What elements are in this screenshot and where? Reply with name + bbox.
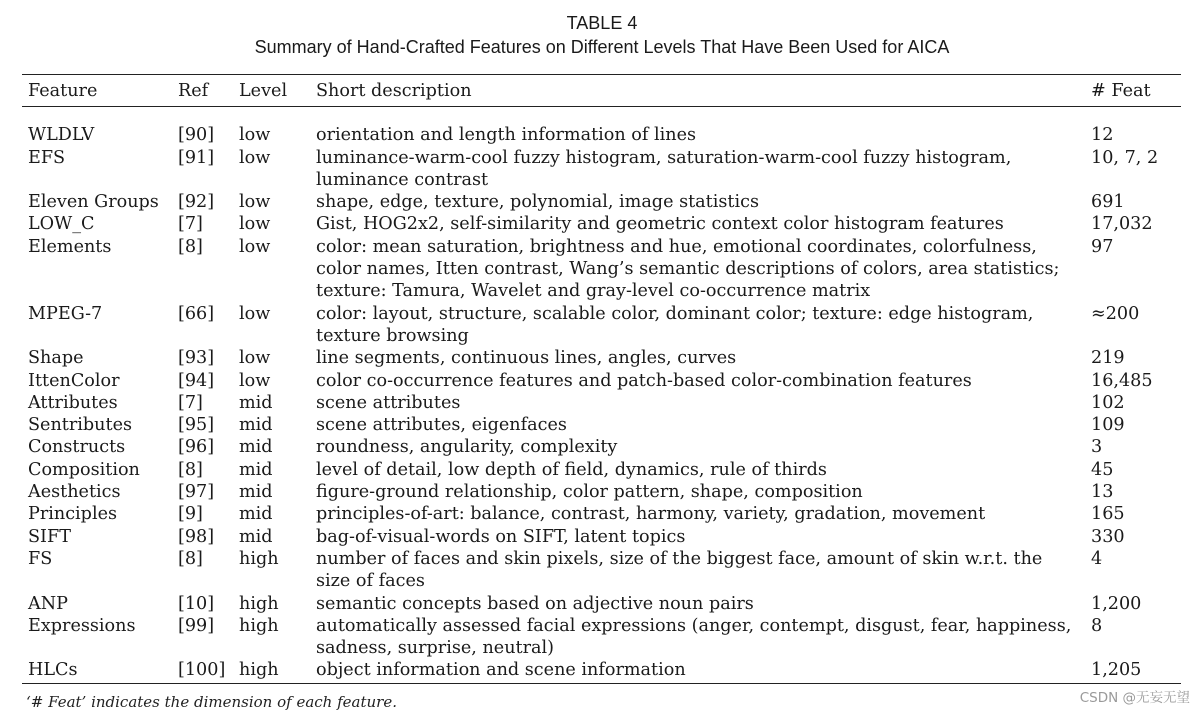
cell-ref: [10]: [178, 593, 215, 614]
cell-feature: MPEG-7: [28, 303, 103, 324]
cell-level: low: [239, 192, 271, 213]
table-row: [22, 303, 1181, 348]
cell-feature: HLCs: [28, 660, 78, 681]
cell-description: shape, edge, texture, polynomial, image statistics: [316, 192, 759, 213]
cell-level: low: [239, 348, 271, 369]
cell-description: color co-occurrence features and patch-based color-combination features: [316, 370, 972, 391]
cell-ref: [98]: [178, 526, 215, 547]
cell-ref: [8]: [178, 459, 203, 480]
cell-ref: [8]: [178, 236, 203, 257]
cell-level: mid: [239, 482, 273, 503]
table-number: TABLE 4: [566, 13, 638, 33]
table-row: [22, 347, 1181, 369]
table-row: [22, 548, 1181, 593]
cell-ref: [66]: [178, 303, 215, 324]
cell-feature: ANP: [28, 593, 68, 614]
cell-description: automatically assessed facial expressions (anger, contempt, disgust, fear, happiness, sadness, surprise, neutral): [316, 615, 1072, 659]
cell-ref: [97]: [178, 482, 215, 503]
cell-ref: [93]: [178, 348, 215, 369]
cell-feat: 97: [1091, 236, 1114, 257]
cell-feature: Aesthetics: [28, 482, 121, 503]
cell-description: luminance-warm-cool fuzzy histogram, saturation-warm-cool fuzzy histogram, luminance contrast: [316, 147, 1012, 190]
table-row: [22, 436, 1181, 458]
cell-feat: 45: [1091, 459, 1114, 480]
table-row: [22, 459, 1181, 481]
cell-level: mid: [239, 459, 273, 480]
cell-description: scene attributes, eigenfaces: [316, 415, 567, 436]
cell-feature: IttenColor: [28, 370, 120, 391]
cell-level: high: [239, 615, 279, 636]
cell-description: principles-of-art: balance, contrast, harmony, variety, gradation, movement: [316, 504, 986, 525]
cell-feature: Constructs: [28, 437, 126, 458]
cell-feature: Principles: [28, 504, 118, 525]
cell-level: low: [239, 147, 271, 168]
bottom-rule: [22, 683, 1181, 684]
cell-level: high: [239, 660, 279, 681]
cell-ref: [91]: [178, 147, 215, 168]
watermark: CSDN @无妄无望: [1079, 690, 1190, 706]
cell-level: mid: [239, 437, 273, 458]
header-feature: Feature: [28, 81, 98, 101]
cell-description: color: mean saturation, brightness and hue, emotional coordinates, colorfulness, color names, Itten contrast, Wang’s semantic descriptions of colors, area statistics; texture: Tamura, Wavelet and gray-level co-occurrence matrix: [316, 236, 1060, 302]
cell-feat: 1,200: [1091, 593, 1142, 614]
table-row: [22, 191, 1181, 213]
table-row: [22, 593, 1181, 615]
cell-feat: 3: [1091, 437, 1103, 458]
cell-level: high: [239, 548, 279, 569]
header-description: Short description: [316, 81, 472, 101]
table-row: [22, 414, 1181, 436]
cell-description: object information and scene information: [316, 660, 686, 681]
cell-feat: 102: [1091, 392, 1125, 413]
cell-feat: 691: [1091, 192, 1125, 213]
cell-description: level of detail, low depth of field, dynamics, rule of thirds: [316, 459, 827, 480]
cell-level: mid: [239, 415, 273, 436]
cell-ref: [92]: [178, 192, 215, 213]
table-row: [22, 112, 1181, 146]
table-row: [22, 370, 1181, 392]
cell-feat: 10, 7, 2: [1091, 147, 1159, 168]
table-row: [22, 236, 1181, 303]
cell-level: low: [239, 303, 271, 324]
table-row: [22, 503, 1181, 525]
cell-description: orientation and length information of lines: [316, 125, 697, 146]
table-caption: Summary of Hand-Crafted Features on Different Levels That Have Been Used for AICA: [254, 37, 950, 57]
cell-level: mid: [239, 526, 273, 547]
cell-feat: 330: [1091, 526, 1125, 547]
cell-ref: [94]: [178, 370, 215, 391]
cell-ref: [9]: [178, 504, 203, 525]
table-header-row: [22, 80, 1181, 112]
header-ref: Ref: [178, 81, 209, 101]
header-feat: # Feat: [1091, 81, 1151, 101]
cell-description: Gist, HOG2x2, self-similarity and geometric context color histogram features: [316, 214, 1004, 235]
cell-feature: FS: [28, 548, 53, 569]
cell-ref: [99]: [178, 615, 215, 636]
cell-feature: Composition: [28, 459, 140, 480]
cell-feat: 12: [1091, 125, 1114, 146]
cell-feature: Sentributes: [28, 415, 133, 436]
cell-feature: SIFT: [28, 526, 71, 547]
cell-feature: Elements: [28, 236, 112, 257]
table-row: [22, 526, 1181, 548]
table-row: [22, 615, 1181, 660]
cell-description: scene attributes: [316, 392, 461, 413]
cell-feat: 16,485: [1091, 370, 1153, 391]
cell-feature: WLDLV: [28, 125, 95, 146]
cell-level: mid: [239, 504, 273, 525]
cell-ref: [96]: [178, 437, 215, 458]
cell-description: number of faces and skin pixels, size of the biggest face, amount of skin w.r.t. the size of faces: [316, 548, 1043, 592]
cell-feat: ≈200: [1091, 303, 1140, 324]
cell-feature: Eleven Groups: [28, 192, 159, 213]
cell-feat: 1,205: [1091, 660, 1142, 681]
cell-ref: [90]: [178, 125, 215, 146]
header-level: Level: [239, 81, 288, 101]
cell-feat: 219: [1091, 348, 1125, 369]
cell-description: line segments, continuous lines, angles, curves: [316, 348, 737, 369]
cell-level: low: [239, 236, 271, 257]
cell-description: roundness, angularity, complexity: [316, 437, 618, 458]
cell-description: semantic concepts based on adjective noun pairs: [316, 593, 754, 614]
table-row: [22, 659, 1181, 681]
cell-feat: 13: [1091, 482, 1114, 503]
table-row: [22, 147, 1181, 192]
cell-feature: EFS: [28, 147, 66, 168]
cell-level: low: [239, 125, 271, 146]
cell-level: low: [239, 214, 271, 235]
cell-ref: [7]: [178, 214, 203, 235]
cell-feature: Expressions: [28, 615, 136, 636]
cell-level: mid: [239, 392, 273, 413]
cell-ref: [95]: [178, 415, 215, 436]
table-row: [22, 213, 1181, 235]
cell-feat: 17,032: [1091, 214, 1153, 235]
cell-feat: 4: [1091, 548, 1103, 569]
table-row: [22, 392, 1181, 414]
cell-level: low: [239, 370, 271, 391]
cell-ref: [8]: [178, 548, 203, 569]
cell-description: figure-ground relationship, color pattern, shape, composition: [316, 482, 863, 503]
table-footnote: ‘# Feat’ indicates the dimension of each feature.: [26, 693, 397, 711]
cell-feature: Attributes: [28, 392, 118, 413]
top-rule: [22, 74, 1181, 75]
features-table: [22, 80, 1181, 682]
table-row: [22, 481, 1181, 503]
cell-ref: [7]: [178, 392, 203, 413]
cell-level: high: [239, 593, 279, 614]
cell-feature: Shape: [28, 348, 84, 369]
cell-feature: LOW_C: [28, 214, 95, 235]
cell-feat: 165: [1091, 504, 1125, 525]
cell-description: bag-of-visual-words on SIFT, latent topics: [316, 526, 686, 547]
table-body: [22, 112, 1181, 681]
cell-ref: [100]: [178, 660, 226, 681]
cell-description: color: layout, structure, scalable color, dominant color; texture: edge histogram, texture browsing: [316, 303, 1034, 346]
cell-feat: 8: [1091, 615, 1103, 636]
cell-feat: 109: [1091, 415, 1125, 436]
